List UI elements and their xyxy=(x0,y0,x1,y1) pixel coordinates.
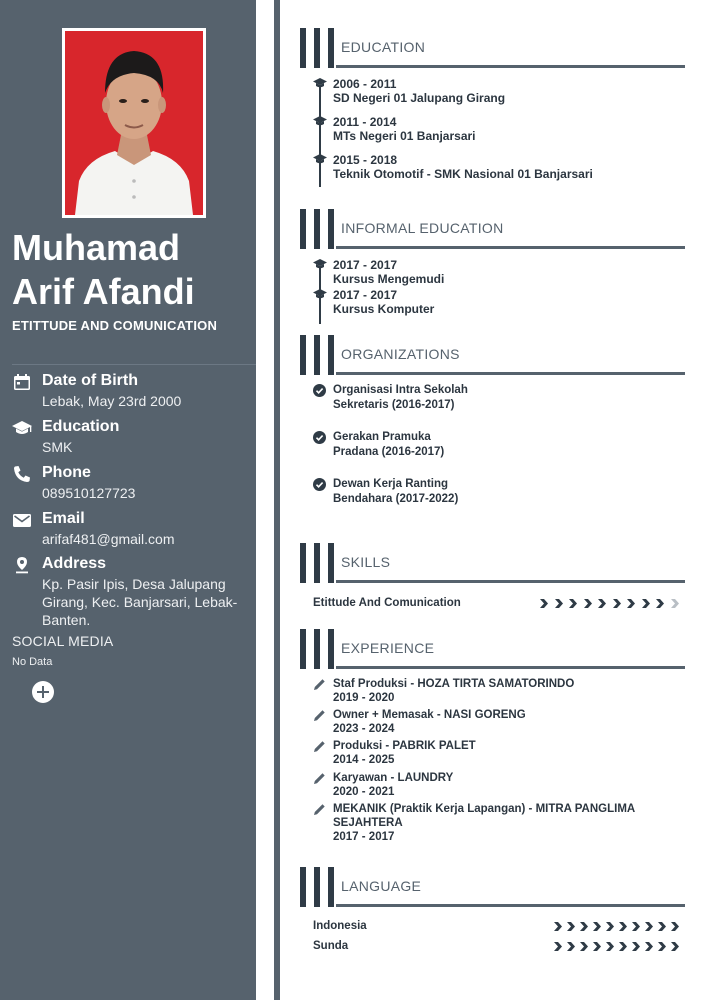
check-circle-icon xyxy=(313,431,326,444)
social-media-value: No Data xyxy=(12,656,53,668)
education-school: SD Negeri 01 Jalupang Girang xyxy=(333,91,506,105)
rating-chevron-icon xyxy=(555,599,563,608)
rating-chevron-icon xyxy=(540,599,548,608)
rating-chevron-icon xyxy=(671,942,679,951)
experience-years: 2017 - 2017 xyxy=(333,831,395,843)
section-bars xyxy=(300,28,336,68)
education-timeline xyxy=(313,77,693,189)
section-rule xyxy=(336,904,685,907)
detail-value: arifaf481@gmail.com xyxy=(42,531,175,547)
experience-title: Owner + Memasak - NASI GORENG xyxy=(333,709,526,721)
vertical-divider xyxy=(274,0,280,1000)
skill-name: Etittude And Comunication xyxy=(313,597,461,609)
rating-chevron-icon xyxy=(593,922,601,931)
experience-title: Staf Produksi - HOZA TIRTA SAMATORINDO xyxy=(333,678,575,690)
education-school: Teknik Otomotif - SMK Nasional 01 Banjarsari xyxy=(333,167,593,181)
informal-course: Kursus Komputer xyxy=(333,302,435,316)
detail-title: Email xyxy=(42,510,85,527)
detail-title: Education xyxy=(42,418,120,435)
experience-title-continued: SEJAHTERA xyxy=(333,817,403,829)
rating-chevron-icon xyxy=(567,922,575,931)
rating-chevron-icon xyxy=(606,942,614,951)
rating-chevron-icon xyxy=(567,942,575,951)
social-media-title: SOCIAL MEDIA xyxy=(12,633,114,649)
detail-value: SMK xyxy=(42,439,73,455)
informal-timeline xyxy=(313,258,693,320)
pencil-icon xyxy=(313,709,326,722)
section-organizations xyxy=(300,335,685,375)
detail-value: 089510127723 xyxy=(42,485,136,501)
pencil-icon xyxy=(313,678,326,691)
organization-name: Gerakan Pramuka xyxy=(333,431,431,443)
rating-chevron-icon xyxy=(569,599,577,608)
sidebar xyxy=(0,0,256,1000)
check-circle-icon xyxy=(313,384,326,397)
experience-title: MEKANIK (Praktik Kerja Lapangan) - MITRA PANGLIMA xyxy=(333,803,636,815)
section-title: INFORMAL EDUCATION xyxy=(341,220,504,236)
graduation-cap-icon xyxy=(313,77,327,89)
check-circle-icon xyxy=(313,478,326,491)
sidebar-divider xyxy=(12,364,256,365)
experience-title: Karyawan - LAUNDRY xyxy=(333,772,454,784)
rating-chevron-icon xyxy=(658,942,666,951)
detail-title: Date of Birth xyxy=(42,372,138,389)
rating-chevron-icon xyxy=(632,942,640,951)
location-pin-icon xyxy=(12,556,32,574)
experience-years: 2014 - 2025 xyxy=(333,754,395,766)
section-bars xyxy=(300,543,336,583)
pencil-icon xyxy=(313,740,326,753)
rating-chevron-icon xyxy=(671,922,679,931)
rating-chevron-icon xyxy=(645,922,653,931)
section-title: ORGANIZATIONS xyxy=(341,346,460,362)
first-name: Muhamad xyxy=(12,227,181,268)
informal-years: 2017 - 2017 xyxy=(333,258,398,272)
graduation-cap-icon xyxy=(12,419,32,437)
experience-title: Produksi - PABRIK PALET xyxy=(333,740,476,752)
language-name: Indonesia xyxy=(313,920,367,932)
experience-years: 2019 - 2020 xyxy=(333,692,395,704)
graduation-cap-icon xyxy=(313,115,327,127)
section-informal-education xyxy=(300,209,685,249)
rating-chevron-icon xyxy=(671,599,679,608)
organization-role: Pradana (2016-2017) xyxy=(333,446,445,458)
organization-role: Bendahara (2017-2022) xyxy=(333,493,459,505)
pencil-icon xyxy=(313,803,326,816)
detail-title: Address xyxy=(42,555,107,572)
organization-name: Organisasi Intra Sekolah xyxy=(333,384,468,396)
language-rating xyxy=(554,942,684,952)
email-icon xyxy=(12,511,32,529)
section-rule xyxy=(336,666,685,669)
rating-chevron-icon xyxy=(554,922,562,931)
section-title: EDUCATION xyxy=(341,39,426,55)
calendar-icon xyxy=(12,373,32,391)
rating-chevron-icon xyxy=(645,942,653,951)
rating-chevron-icon xyxy=(656,599,664,608)
pencil-icon xyxy=(313,772,326,785)
education-years: 2011 - 2014 xyxy=(333,115,397,129)
last-name: Arif Afandi xyxy=(12,271,195,312)
section-education xyxy=(300,28,685,68)
language-name: Sunda xyxy=(313,940,349,952)
education-school: MTs Negeri 01 Banjarsari xyxy=(333,129,476,143)
full-name xyxy=(12,226,252,314)
detail-value: Kp. Pasir Ipis, Desa Jalupang Girang, Kec. Banjarsari, Lebak-Banten. xyxy=(42,576,238,628)
profile-photo xyxy=(65,31,203,215)
graduation-cap-icon xyxy=(313,258,327,270)
experience-years: 2023 - 2024 xyxy=(333,723,395,735)
section-skills xyxy=(300,543,685,583)
organization-name: Dewan Kerja Ranting xyxy=(333,478,449,490)
section-bars xyxy=(300,867,336,907)
rating-chevron-icon xyxy=(613,599,621,608)
rating-chevron-icon xyxy=(619,942,627,951)
phone-icon xyxy=(12,465,32,483)
profile-photo-frame xyxy=(62,28,206,218)
graduation-cap-icon xyxy=(313,153,327,165)
rating-chevron-icon xyxy=(627,599,635,608)
rating-chevron-icon xyxy=(632,922,640,931)
detail-title: Phone xyxy=(42,464,91,481)
rating-chevron-icon xyxy=(580,922,588,931)
detail-value: Lebak, May 23rd 2000 xyxy=(42,393,182,409)
section-experience xyxy=(300,629,685,669)
rating-chevron-icon xyxy=(580,942,588,951)
timeline-line xyxy=(319,87,321,187)
experience-years: 2020 - 2021 xyxy=(333,786,395,798)
rating-chevron-icon xyxy=(658,922,666,931)
section-bars xyxy=(300,335,336,375)
section-rule xyxy=(336,372,685,375)
graduation-cap-icon xyxy=(313,288,327,300)
section-bars xyxy=(300,209,336,249)
section-language xyxy=(300,867,685,907)
language-rating xyxy=(554,922,684,932)
profile-subtitle: ETITTUDE AND COMUNICATION xyxy=(12,318,218,333)
section-title: EXPERIENCE xyxy=(341,640,435,656)
add-social-button[interactable] xyxy=(32,681,54,703)
informal-course: Kursus Mengemudi xyxy=(333,272,445,286)
section-title: LANGUAGE xyxy=(341,878,422,894)
rating-chevron-icon xyxy=(606,922,614,931)
section-rule xyxy=(336,246,685,249)
education-years: 2015 - 2018 xyxy=(333,153,398,167)
rating-chevron-icon xyxy=(584,599,592,608)
rating-chevron-icon xyxy=(619,922,627,931)
rating-chevron-icon xyxy=(598,599,606,608)
rating-chevron-icon xyxy=(642,599,650,608)
skill-rating xyxy=(540,599,685,609)
section-bars xyxy=(300,629,336,669)
section-title: SKILLS xyxy=(341,554,391,570)
section-rule xyxy=(336,580,685,583)
informal-years: 2017 - 2017 xyxy=(333,288,398,302)
section-rule xyxy=(336,65,685,68)
rating-chevron-icon xyxy=(593,942,601,951)
rating-chevron-icon xyxy=(554,942,562,951)
organization-role: Sekretaris (2016-2017) xyxy=(333,399,455,411)
education-years: 2006 - 2011 xyxy=(333,77,397,91)
